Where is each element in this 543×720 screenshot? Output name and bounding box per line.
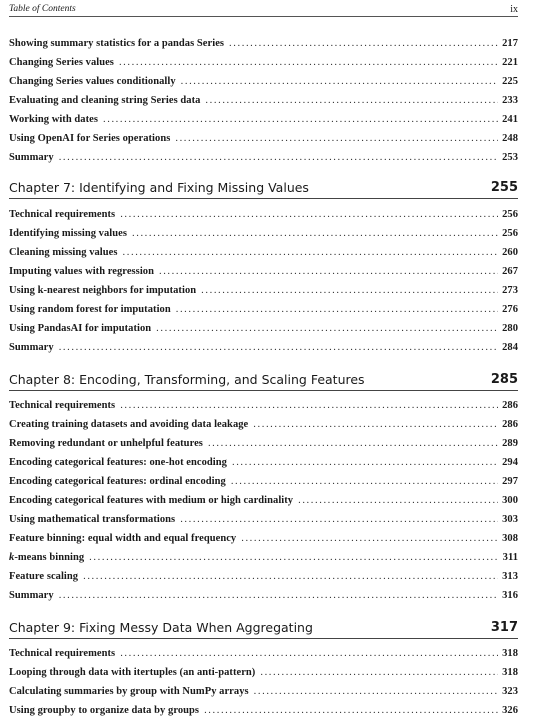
toc-entry-title	[9, 548, 84, 567]
toc-entry[interactable]	[9, 110, 518, 129]
toc-entry-title: Showing summary statistics for a pandas Series	[9, 38, 225, 49]
running-header	[9, 2, 518, 17]
toc-entry[interactable]	[9, 701, 518, 720]
chapter-page: 285	[490, 371, 518, 387]
toc-entry-title: Encoding categorical features: one-hot encoding	[9, 457, 227, 468]
toc-entry[interactable]	[9, 338, 518, 357]
toc-section-chapter-8	[9, 396, 518, 605]
toc-entry-page: 256	[502, 209, 518, 220]
toc-entry[interactable]	[9, 529, 518, 548]
toc-entry-title: Calculating summaries by group with NumPy arrays	[9, 686, 249, 697]
toc-entry-title: Using mathematical transformations	[9, 514, 176, 525]
toc-entry-page: 253	[502, 152, 518, 163]
toc-entry-title: Identifying missing values	[9, 228, 127, 239]
toc-entry-page: 297	[502, 476, 518, 487]
toc-entry-page: 318	[502, 648, 518, 659]
toc-entry[interactable]	[9, 91, 518, 110]
toc-section-chapter-9	[9, 644, 518, 720]
toc-entry-title: Feature scaling	[9, 571, 79, 582]
toc-entry-page: 280	[502, 323, 518, 334]
toc-entry-title: Cleaning missing values	[9, 247, 118, 258]
toc-entry-title-rest: -means binning	[14, 552, 85, 563]
toc-entry-title: Summary	[9, 342, 54, 353]
toc-entry[interactable]	[9, 510, 518, 529]
toc-entry-page: 286	[502, 419, 518, 430]
toc-entry-page: 284	[502, 342, 518, 353]
toc-entry-title: Changing Series values conditionally	[9, 76, 176, 87]
toc-entry-title: Summary	[9, 590, 54, 601]
toc-entry-title: Using random forest for imputation	[9, 304, 171, 315]
toc-entry-page: 313	[502, 571, 518, 582]
toc-entry-title: Using PandasAI for imputation	[9, 323, 152, 334]
toc-entry[interactable]	[9, 586, 518, 605]
toc-entry[interactable]	[9, 300, 518, 319]
toc-entry-title: Working with dates	[9, 114, 98, 125]
toc-entry-title: Technical requirements	[9, 648, 116, 659]
chapter-page: 317	[490, 619, 518, 635]
toc-entry[interactable]	[9, 434, 518, 453]
toc-entry-page: 323	[502, 686, 518, 697]
toc-entry[interactable]	[9, 396, 518, 415]
toc-entry-title: Evaluating and cleaning string Series data	[9, 95, 201, 106]
toc-entry-page: 256	[502, 228, 518, 239]
toc-entry[interactable]	[9, 453, 518, 472]
toc-entry-page: 308	[502, 533, 518, 544]
toc-entry[interactable]	[9, 567, 518, 586]
toc-entry-page: 248	[502, 133, 518, 144]
toc-entry[interactable]	[9, 472, 518, 491]
toc-entry-page: 289	[502, 438, 518, 449]
toc-entry[interactable]	[9, 281, 518, 300]
toc-section-continued	[9, 34, 518, 167]
toc-entry[interactable]	[9, 34, 518, 53]
toc-entry-title: Technical requirements	[9, 400, 116, 411]
toc-entry-page: 311	[502, 552, 518, 563]
chapter-title: Chapter 8: Encoding, Transforming, and Scaling Features	[9, 371, 365, 387]
toc-entry-title: Imputing values with regression	[9, 266, 154, 277]
toc-entry-page: 225	[502, 76, 518, 87]
chapter-8-heading[interactable]	[9, 368, 518, 391]
toc-entry-page: 267	[502, 266, 518, 277]
toc-entry[interactable]	[9, 205, 518, 224]
toc-entry-page: 286	[502, 400, 518, 411]
toc-entry-page: 316	[502, 590, 518, 601]
toc-entry-title: Using k-nearest neighbors for imputation	[9, 285, 197, 296]
chapter-7-heading[interactable]	[9, 176, 518, 199]
toc-entry-title: Feature binning: equal width and equal frequency	[9, 533, 237, 544]
toc-entry-title: Using OpenAI for Series operations	[9, 133, 171, 144]
toc-entry-page: 294	[502, 457, 518, 468]
toc-entry-title: Creating training datasets and avoiding data leakage	[9, 419, 249, 430]
toc-entry-title: Using groupby to organize data by groups	[9, 705, 200, 716]
toc-entry[interactable]	[9, 644, 518, 663]
running-header-title: Table of Contents	[9, 4, 76, 14]
toc-entry-page: 221	[502, 57, 518, 68]
toc-entry-page: 318	[502, 667, 518, 678]
toc-entry[interactable]	[9, 53, 518, 72]
toc-entry-title: Removing redundant or unhelpful features	[9, 438, 203, 449]
toc-entry[interactable]	[9, 129, 518, 148]
chapter-page: 255	[490, 179, 518, 195]
toc-entry[interactable]	[9, 548, 518, 567]
chapter-title: Chapter 9: Fixing Messy Data When Aggregating	[9, 619, 313, 635]
toc-section-chapter-7	[9, 205, 518, 357]
running-header-page-number: ix	[510, 3, 518, 15]
toc-entry-page: 273	[502, 285, 518, 296]
toc-entry-title: Looping through data with itertuples (an anti-pattern)	[9, 667, 256, 678]
toc-entry[interactable]	[9, 262, 518, 281]
toc-entry-page: 233	[502, 95, 518, 106]
toc-entry-page: 326	[502, 705, 518, 716]
toc-entry-title: Technical requirements	[9, 209, 116, 220]
toc-entry-title-italic: k	[9, 552, 15, 563]
toc-entry[interactable]	[9, 682, 518, 701]
toc-entry[interactable]	[9, 491, 518, 510]
toc-entry-title: Changing Series values	[9, 57, 114, 68]
toc-entry-page: 241	[502, 114, 518, 125]
toc-entry-title: Summary	[9, 152, 54, 163]
toc-entry-page: 260	[502, 247, 518, 258]
toc-entry-page: 300	[502, 495, 518, 506]
toc-entry-title: Encoding categorical features: ordinal encoding	[9, 476, 226, 487]
toc-entry[interactable]	[9, 148, 518, 167]
chapter-title: Chapter 7: Identifying and Fixing Missing Values	[9, 179, 309, 195]
toc-entry-page: 217	[502, 38, 518, 49]
toc-entry-page: 276	[502, 304, 518, 315]
toc-entry[interactable]	[9, 663, 518, 682]
chapter-9-heading[interactable]	[9, 616, 518, 639]
toc-entry[interactable]	[9, 319, 518, 338]
toc-entry[interactable]	[9, 224, 518, 243]
toc-entry-title: Encoding categorical features with medium or high cardinality	[9, 495, 294, 506]
toc-entry[interactable]	[9, 243, 518, 262]
toc-entry[interactable]	[9, 72, 518, 91]
toc-entry[interactable]	[9, 415, 518, 434]
toc-entry-page: 303	[502, 514, 518, 525]
